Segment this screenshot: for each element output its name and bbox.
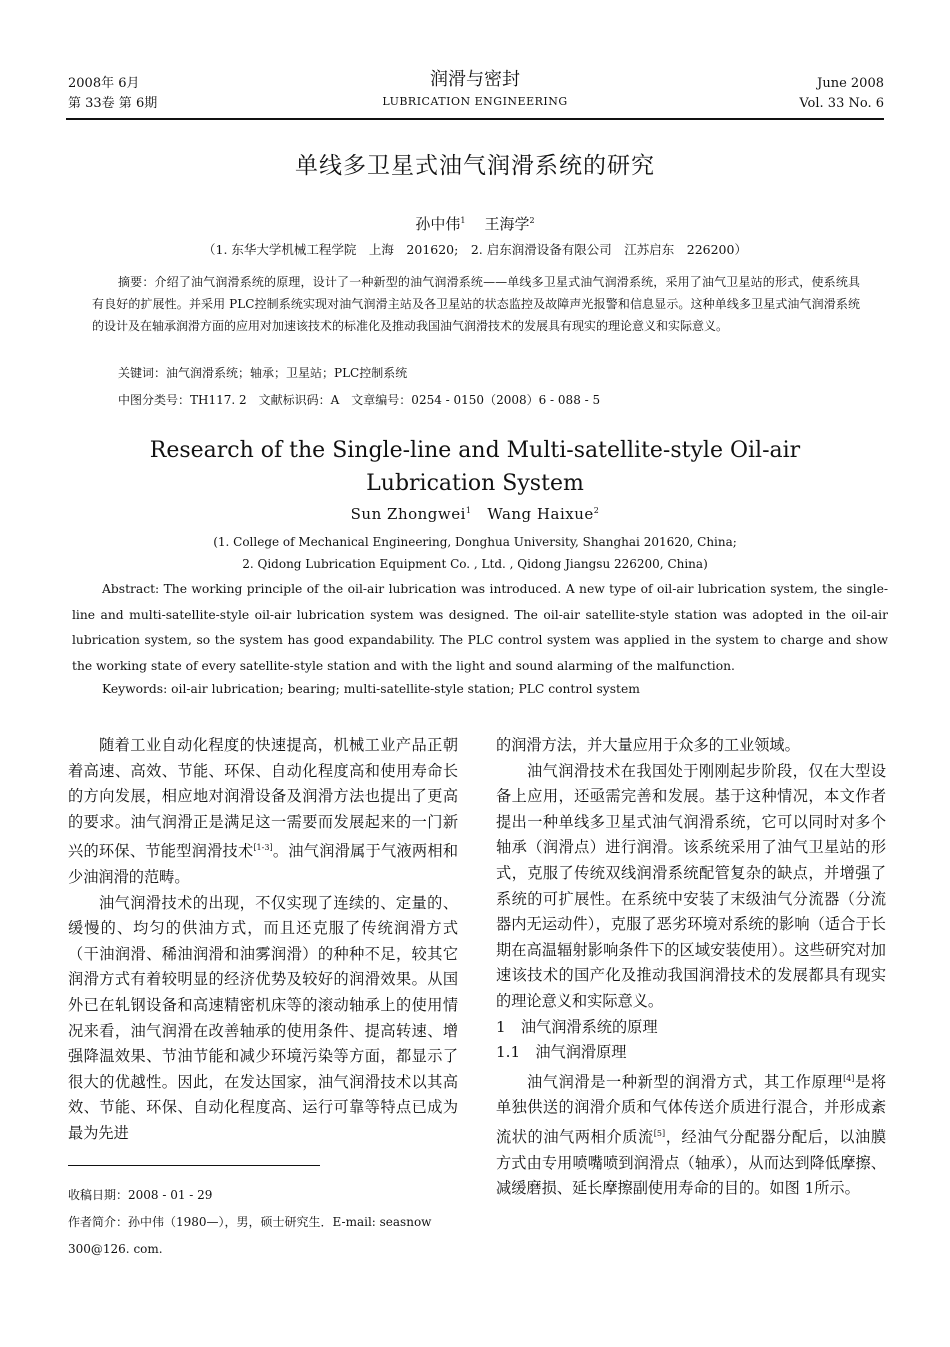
- issue-date-cn: 2008年 6月: [68, 76, 140, 91]
- received-date: 收稿日期：2008 - 01 - 29: [68, 1188, 213, 1202]
- author-1-cn: 孙中伟: [415, 215, 461, 233]
- section-heading-1: 1 油气润滑系统的原理: [496, 1017, 658, 1036]
- abstract-cn: 摘要：介绍了油气润滑系统的原理，设计了一种新型的油气润滑系统——单线多卫星式油气润滑系统，采用了油气卫星站的形式，使系统具有良好的扩展性。并采用 PLC控制系统实现对油气润滑主站及各卫星站的状态监控及故障声光报警和信息显示。这种单线多卫星式油气润滑系统的设计及在轴承润滑方面的应用对加速该技术的标准化及推动我国油气润滑技术的发展具有现实的理论意义和实际意义。: [92, 275, 860, 333]
- header-right: [799, 74, 884, 114]
- author-bio: 作者简介：孙中伟（1980—），男，硕士研究生．E-mail: seasnow: [68, 1215, 432, 1229]
- classification-info: 中图分类号：TH117. 2 文献标识码：A 文章编号：0254 - 0150（2008）6 - 088 - 5: [118, 393, 601, 407]
- paper-title-cn: 单线多卫星式油气润滑系统的研究: [295, 153, 655, 179]
- paper-title-en-line1: Research of the Single-line and Multi-satellite-style Oil-air: [149, 438, 801, 463]
- author-2-en: Wang Haixue: [487, 505, 594, 523]
- author-2-en-affil-mark: 2: [593, 506, 600, 515]
- body-column-left: [68, 733, 458, 1147]
- keywords-cn: 关键词：油气润滑系统；轴承；卫星站；PLC控制系统: [118, 366, 408, 380]
- body-column-right: [496, 733, 886, 1202]
- body-paragraph: 油气润滑技术在我国处于刚刚起步阶段，仅在大型设备上应用，还亟需完善和发展。基于这种情况，本文作者提出一种单线多卫星式油气润滑系统，它可以同时对多个轴承（润滑点）进行润滑。该系统采用了油气卫星站的形式，克服了传统双线润滑系统配管复杂的缺点，并增强了系统的可扩展性。在系统中安装了末级油气分流器（分流器内无运动件），克服了恶劣环境对系统的影响（适合于长期在高温辐射影响条件下的区域安装使用）。这些研究对加速该技术的国产化及推动我国润滑技术的发展都具有现实的理论意义和实际意义。: [496, 761, 886, 1010]
- citation-ref: [5]: [653, 1128, 666, 1138]
- journal-name-cn: 润滑与密封: [430, 69, 520, 90]
- author-1-en: Sun Zhongwei: [350, 505, 466, 523]
- paper-title-en: [0, 434, 950, 500]
- volume-cn: 第 33卷 第 6期: [68, 96, 158, 111]
- affiliation-en-2: 2. Qidong Lubrication Equipment Co. , Ltd. , Qidong Jiangsu 226200, China): [242, 557, 708, 571]
- author-1-en-affil-mark: 1: [465, 506, 472, 515]
- body-paragraph: 油气润滑技术的出现，不仅实现了连续的、定量的、缓慢的、均匀的供油方式，而且还克服了传统润滑方式（干油润滑、稀油润滑和油雾润滑）的种种不足，较其它润滑方式有着较明显的经济优势及较好的润滑效果。从国外已在轧钢设备和高速精密机床等的滚动轴承上的使用情况来看，油气润滑在改善轴承的使用条件、提高转速、增强降温效果、节油节能和减少环境污染等方面，都显示了很大的优越性。因此，在发达国家，油气润滑技术以其高效、节能、环保、自动化程度高、运行可靠等特点已成为最为先进: [68, 893, 458, 1142]
- affiliation-en-1: (1. College of Mechanical Engineering, Donghua University, Shanghai 201620, China;: [213, 535, 737, 549]
- footnote: [68, 1182, 468, 1263]
- paper-title-en-line2: Lubrication System: [366, 471, 584, 496]
- issue-date-en: June 2008: [817, 76, 884, 91]
- body-paragraph: 随着工业自动化程度的快速提高，机械工业产品正朝着高速、高效、节能、环保、自动化程度高和使用寿命长的方向发展，相应地对润滑设备及润滑方法也提出了更高的要求。油气润滑正是满足这一需要而发展起来的一门新兴的环保、节能型润滑技术[1-3]。油气润滑属于气液两相和少油润滑的范畴。: [68, 736, 458, 887]
- author-2-affil-mark: 2: [529, 216, 535, 225]
- author-1-affil-mark: 1: [460, 216, 466, 225]
- affiliation-en: [0, 531, 950, 575]
- body-paragraph: 的润滑方法，并大量应用于众多的工业领域。: [496, 736, 800, 754]
- author-2-cn: 王海学: [484, 215, 530, 233]
- body-paragraph: 油气润滑是一种新型的润滑方式，其工作原理[4]是将单独供送的润滑介质和气体传送介质进行混合，并形成紊流状的油气两相介质流[5]，经油气分配器分配后，以油膜方式由专用喷嘴喷到润滑点（轴承），从而达到降低摩擦、减缓磨损、延长摩擦副使用寿命的目的。如图 1所示。: [496, 1072, 887, 1198]
- abstract-en: Abstract: The working principle of the oil-air lubrication was introduced. A new type of oil-air lubrication system, the single-line and multi-satellite-style oil-air lubrication system was designed. The oil-air satellite-style station was adopted in the oil-air lubrication system, so the system has good expandability. The PLC control system was applied in the system to charge and show the working state of every satellite-style station and with the light and sound alarming of the malfunction.: [72, 582, 888, 673]
- volume-en: Vol. 33 No. 6: [799, 96, 884, 111]
- section-heading-1-1: 1.1 油气润滑原理: [496, 1043, 627, 1062]
- journal-name-en: LUBRICATION ENGINEERING: [382, 95, 568, 108]
- author-email: 300@126. com.: [68, 1242, 163, 1256]
- keywords-en: Keywords: oil-air lubrication; bearing; multi-satellite-style station; PLC control system: [102, 682, 640, 696]
- citation-ref: [1-3]: [253, 843, 273, 853]
- authors-en: [0, 505, 950, 523]
- affiliation-cn: （1. 东华大学机械工程学院 上海 201620; 2. 启东润滑设备有限公司 江苏启东 226200）: [203, 242, 747, 257]
- header-rule: [66, 118, 884, 120]
- authors-cn: [0, 213, 950, 234]
- footnote-rule: [68, 1165, 320, 1166]
- citation-ref: [4]: [843, 1073, 855, 1083]
